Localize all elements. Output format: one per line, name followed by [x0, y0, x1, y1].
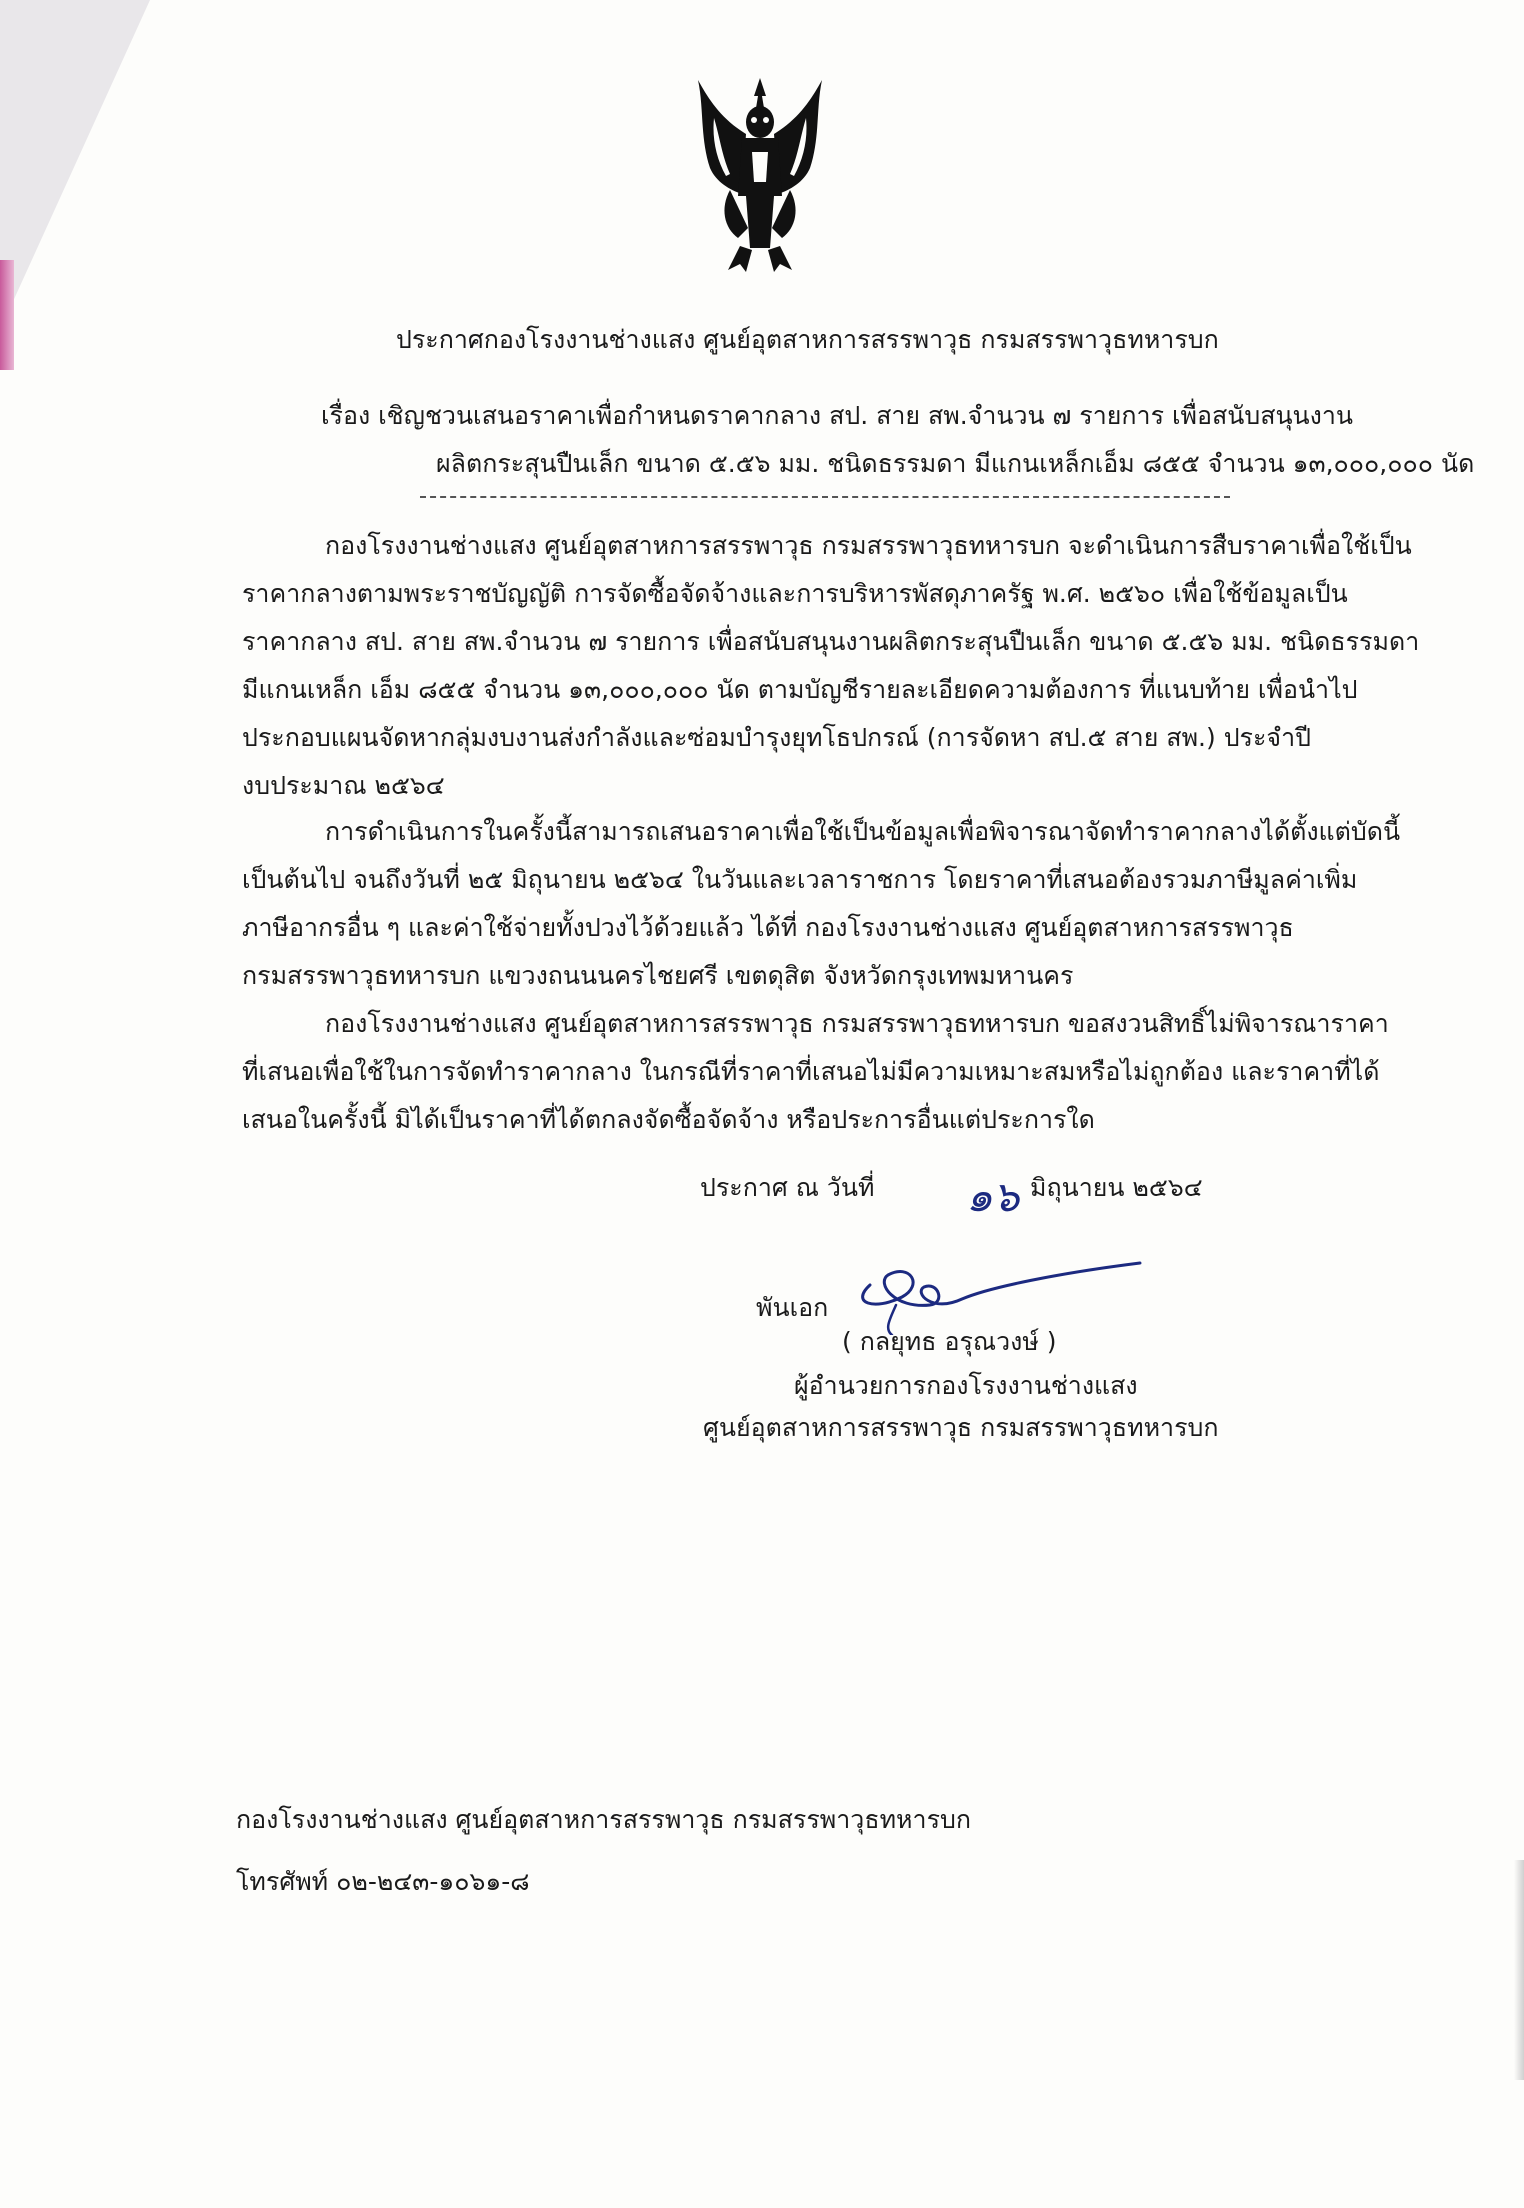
signatory-name: ( กลยุทธ อรุณวงษ์ )	[842, 1327, 1057, 1356]
para3-line-3: เสนอในครั้งนี้ มิได้เป็นราคาที่ได้ตกลงจัดซื้อจัดจ้าง หรือประการอื่นแต่ประการใด	[242, 1105, 1095, 1134]
announcement-month-year: มิถุนายน ๒๕๖๔	[1030, 1173, 1203, 1202]
signatory-position-1: ผู้อำนวยการกองโรงงานช่างแสง	[794, 1371, 1138, 1400]
para2-line-3: ภาษีอากรอื่น ๆ และค่าใช้จ่ายทั้งปวงไว้ด้วยแล้ว ได้ที่ กองโรงงานช่างแสง ศูนย์อุตสาหการสรรพาวุธ	[242, 913, 1294, 942]
handwritten-signature	[840, 1245, 1160, 1335]
signatory-position-2: ศูนย์อุตสาหการสรรพาวุธ กรมสรรพาวุธทหารบก	[703, 1413, 1219, 1442]
para1-line-6: งบประมาณ ๒๕๖๔	[242, 771, 445, 800]
left-edge-color-strip	[0, 260, 14, 370]
para1-line-1: กองโรงงานช่างแสง ศูนย์อุตสาหการสรรพาวุธ กรมสรรพาวุธทหารบก จะดำเนินการสืบราคาเพื่อใช้เป็น	[325, 531, 1412, 560]
para2-line-1: การดำเนินการในครั้งนี้สามารถเสนอราคาเพื่อใช้เป็นข้อมูลเพื่อพิจารณาจัดทำราคากลางได้ตั้งแต่บัดนี้	[325, 817, 1401, 846]
footer-organization: กองโรงงานช่างแสง ศูนย์อุตสาหการสรรพาวุธ กรมสรรพาวุธทหารบก	[236, 1805, 972, 1834]
announcement-title: ประกาศกองโรงงานช่างแสง ศูนย์อุตสาหการสรรพาวุธ กรมสรรพาวุธทหารบก	[396, 325, 1219, 354]
para1-line-4: มีแกนเหล็ก เอ็ม ๘๕๕ จำนวน ๑๓,๐๐๐,๐๐๐ นัด ตามบัญชีรายละเอียดความต้องการ ที่แนบท้าย เพื่อนำไป	[242, 675, 1358, 704]
handwritten-day: ๑๖	[966, 1172, 1020, 1221]
subject-line-1: เรื่อง เชิญชวนเสนอราคาเพื่อกำหนดราคากลาง สป. สาย สพ.จำนวน ๗ รายการ เพื่อสนับสนุนงาน	[321, 401, 1353, 430]
para3-line-2: ที่เสนอเพื่อใช้ในการจัดทำราคากลาง ในกรณีที่ราคาที่เสนอไม่มีความเหมาะสมหรือไม่ถูกต้อง และราคาที่ได้	[242, 1057, 1380, 1086]
para1-line-5: ประกอบแผนจัดหากลุ่มงบงานส่งกำลังและซ่อมบำรุงยุทโธปกรณ์ (การจัดหา สป.๕ สาย สพ.) ประจำปี	[242, 723, 1311, 752]
separator-dashed-line	[420, 496, 1230, 498]
para1-line-2: ราคากลางตามพระราชบัญญัติ การจัดซื้อจัดจ้างและการบริหารพัสดุภาครัฐ พ.ศ. ๒๕๖๐ เพื่อใช้ข้อมูลเป็น	[242, 579, 1348, 608]
folded-corner-shadow	[0, 0, 150, 330]
para2-line-2: เป็นต้นไป จนถึงวันที่ ๒๕ มิถุนายน ๒๕๖๔ ในวันและเวลาราชการ โดยราคาที่เสนอต้องรวมภาษีมูลค่าเพิ่ม	[242, 865, 1358, 894]
para1-line-3: ราคากลาง สป. สาย สพ.จำนวน ๗ รายการ เพื่อสนับสนุนงานผลิตกระสุนปืนเล็ก ขนาด ๕.๕๖ มม. ชนิดธรรมดา	[242, 627, 1420, 656]
footer-phone: โทรศัพท์ ๐๒-๒๔๓-๑๐๖๑-๘	[236, 1867, 530, 1896]
right-edge-shadow	[1514, 1860, 1524, 2080]
para3-line-1: กองโรงงานช่างแสง ศูนย์อุตสาหการสรรพาวุธ กรมสรรพาวุธทหารบก ขอสงวนสิทธิ์ไม่พิจารณาราคา	[325, 1009, 1389, 1038]
subject-line-2: ผลิตกระสุนปืนเล็ก ขนาด ๕.๕๖ มม. ชนิดธรรมดา มีแกนเหล็กเอ็ม ๘๕๕ จำนวน ๑๓,๐๐๐,๐๐๐ นัด	[436, 449, 1475, 478]
signatory-rank: พันเอก	[756, 1293, 829, 1322]
announcement-date-prefix: ประกาศ ณ วันที่	[700, 1173, 875, 1202]
para2-line-4: กรมสรรพาวุธทหารบก แขวงถนนนครไชยศรี เขตดุสิต จังหวัดกรุงเทพมหานคร	[242, 961, 1074, 990]
garuda-emblem-icon	[690, 78, 830, 273]
